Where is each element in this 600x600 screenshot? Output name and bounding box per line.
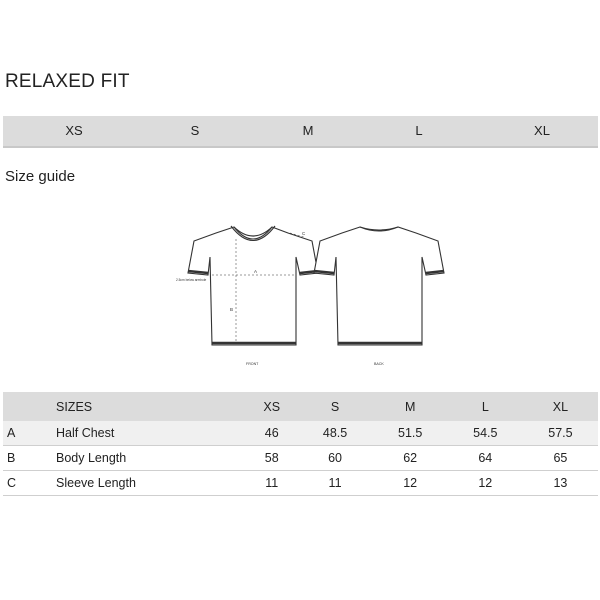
- cell-value: 11: [328, 476, 342, 490]
- row-label: Body Length: [56, 451, 127, 465]
- table-row: [3, 471, 598, 496]
- cell-value: 64: [478, 451, 493, 465]
- tshirt-diagram-svg: [176, 215, 446, 375]
- size-option-xl[interactable]: XL: [534, 123, 550, 138]
- cell-value: 12: [403, 476, 418, 490]
- row-label: Sleeve Length: [56, 476, 136, 490]
- size-guide-title: Size guide: [5, 168, 76, 185]
- cell-value: 51.5: [398, 426, 423, 440]
- cell-value: 13: [553, 476, 568, 490]
- measure-letter-c: C: [302, 231, 306, 236]
- cell-value: 11: [265, 476, 279, 490]
- cell-value: 57.5: [548, 426, 573, 440]
- size-option-l[interactable]: L: [415, 123, 423, 138]
- header-m: M: [404, 399, 416, 414]
- front-shirt-illustration: [188, 226, 318, 345]
- header-l: L: [481, 399, 489, 414]
- size-selector-bar: [3, 116, 598, 148]
- cell-value: 48.5: [322, 426, 348, 440]
- fit-title: RELAXED FIT: [5, 71, 130, 92]
- measure-letter-b: B: [230, 307, 234, 312]
- size-option-m[interactable]: M: [302, 123, 314, 138]
- cell-value: 60: [328, 451, 342, 465]
- size-table: [3, 392, 598, 496]
- size-table-header: [3, 392, 598, 421]
- cell-value: 65: [553, 451, 568, 465]
- header-blank: [3, 392, 54, 421]
- cell-value: 46: [264, 426, 279, 440]
- tshirt-diagram: [176, 215, 446, 375]
- header-xs: XS: [263, 399, 281, 414]
- back-label: BACK: [374, 362, 384, 366]
- header-xl: XL: [552, 399, 569, 414]
- armhole-note: 2.5cm below armhole: [176, 278, 207, 282]
- row-label: Half Chest: [56, 426, 115, 440]
- cell-value: 12: [478, 476, 493, 490]
- size-option-s[interactable]: S: [190, 123, 200, 138]
- cell-value: 62: [403, 451, 418, 465]
- back-shirt-illustration: [314, 227, 444, 345]
- front-label: FRONT: [246, 362, 259, 366]
- row-letter: B: [7, 451, 16, 465]
- table-row: [3, 421, 598, 446]
- table-row: [3, 446, 598, 471]
- measure-letter-a: A: [254, 269, 258, 274]
- header-s: S: [330, 399, 340, 414]
- cell-value: 54.5: [473, 426, 498, 440]
- row-letter: A: [7, 426, 16, 440]
- cell-value: 58: [264, 451, 279, 465]
- row-letter: C: [7, 476, 17, 490]
- size-option-xs[interactable]: XS: [65, 123, 83, 138]
- header-sizes: SIZES: [56, 399, 93, 414]
